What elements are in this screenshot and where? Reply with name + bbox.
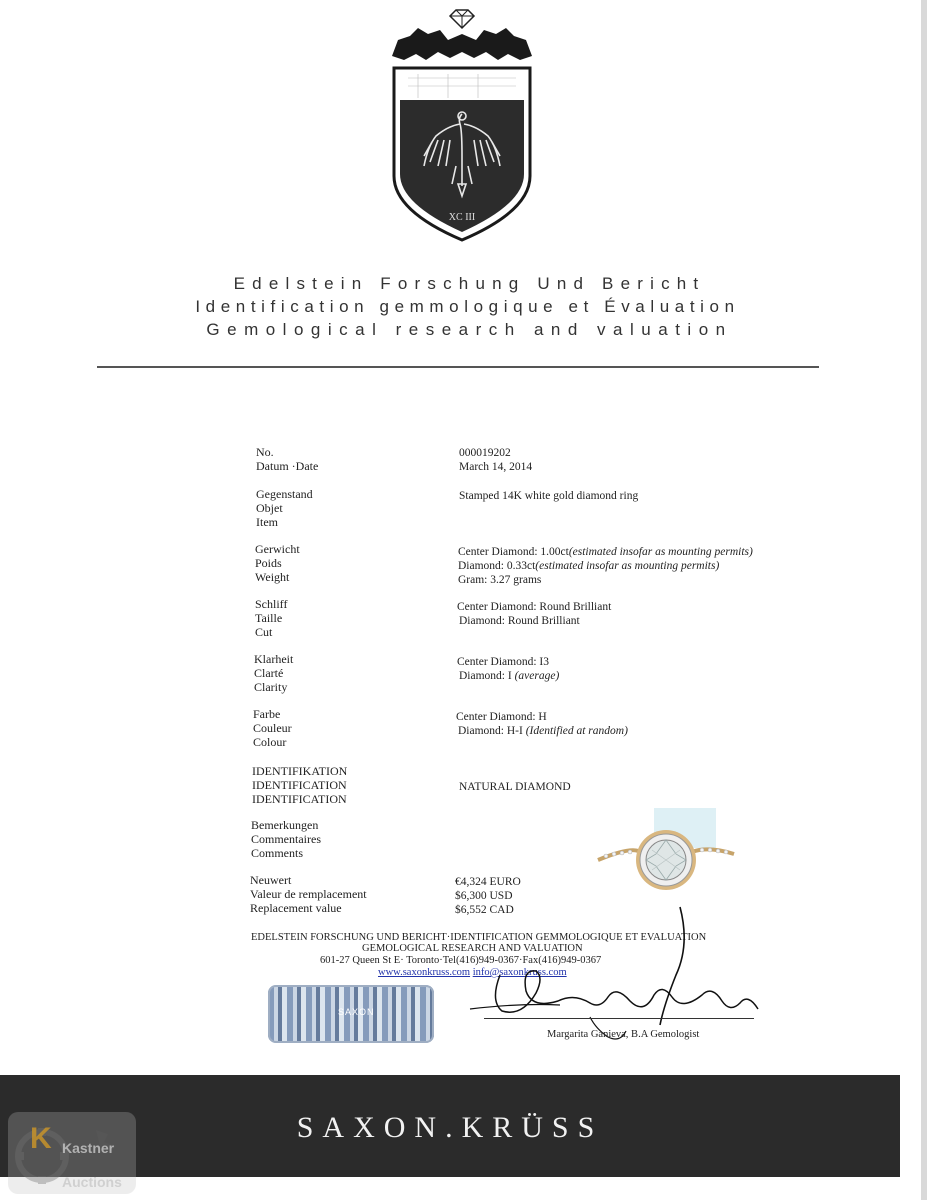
label-weight: Weight: [255, 570, 290, 584]
crest-numeral: XC III: [448, 212, 476, 223]
value-number: 000019202: [459, 447, 511, 459]
label-clarte: Clarté: [254, 666, 284, 680]
value-clarity-center: Center Diamond: I3: [457, 656, 549, 668]
website-link[interactable]: www.saxonkruss.com: [378, 967, 471, 978]
signature: [440, 905, 770, 1045]
value-colour-diamond-text: Diamond: H-I: [458, 725, 526, 737]
heading-english: Gemological research and valuation: [206, 320, 733, 339]
hologram-text: SAXON: [338, 1007, 375, 1017]
label-identifikation: IDENTIFIKATION: [252, 764, 348, 778]
label-cut: Cut: [255, 625, 273, 639]
value-weight-gram: Gram: 3.27 grams: [458, 574, 542, 586]
value-clarity-diamond-note: (average): [514, 670, 560, 682]
label-gegenstand: Gegenstand: [256, 487, 313, 501]
value-weight-diamond: [458, 559, 719, 573]
footer-line-2: GEMOLOGICAL RESEARCH AND VALUATION: [362, 943, 583, 954]
label-valeur: Valeur de remplacement: [250, 887, 367, 901]
crest-logo: [388, 6, 536, 246]
page-edge-shadow: [921, 0, 927, 1200]
header-divider: [97, 366, 819, 368]
value-clarity-diamond: [459, 669, 559, 683]
value-weight-diamond-note: (estimated insofar as mounting permits): [535, 560, 720, 572]
email-link[interactable]: info@saxonkruss.com: [472, 967, 567, 978]
label-taille: Taille: [255, 611, 283, 625]
heading-french: Identification gemmologique et Évaluation: [195, 297, 740, 316]
label-no: No.: [256, 445, 274, 459]
label-date: Datum ·Date: [256, 459, 319, 473]
ring-photo: [592, 806, 742, 902]
label-colour: Colour: [253, 735, 287, 749]
label-clarity: Clarity: [254, 680, 288, 694]
heading-german: Edelstein Forschung Und Bericht: [233, 274, 706, 293]
value-cad: $6,552 CAD: [455, 904, 514, 916]
label-item: Item: [256, 515, 278, 529]
value-colour-diamond: [458, 724, 628, 738]
value-weight-diamond-text: Diamond: 0.33ct: [458, 560, 536, 572]
brand-wordmark: SAXON.KRÜSS: [296, 1111, 604, 1144]
value-weight-center-text: Center Diamond: 1.00ct: [458, 546, 569, 558]
value-clarity-diamond-text: Diamond: I: [459, 670, 515, 682]
label-couleur: Couleur: [253, 721, 292, 735]
watermark-k: K: [30, 1122, 52, 1155]
value-item: Stamped 14K white gold diamond ring: [459, 490, 639, 502]
label-commentaires: Commentaires: [251, 832, 321, 846]
footer-line-1: EDELSTEIN FORSCHUNG UND BERICHT·IDENTIFICATION GEMMOLOGIQUE ET EVALUATION: [251, 932, 707, 943]
label-farbe: Farbe: [253, 707, 281, 721]
label-identification-en: IDENTIFICATION: [252, 792, 347, 806]
label-schliff: Schliff: [255, 597, 288, 611]
label-gerwicht: Gerwicht: [255, 542, 300, 556]
value-cut-center: Center Diamond: Round Brilliant: [457, 601, 612, 613]
signer-name: Margarita Ganieva, B.A Gemologist: [547, 1029, 700, 1040]
value-usd: $6,300 USD: [455, 890, 513, 902]
signature-line: [484, 1018, 754, 1019]
watermark-line-1: Kastner: [62, 1140, 115, 1156]
value-colour-diamond-note: (Identified at random): [525, 725, 628, 737]
value-cut-diamond: Diamond: Round Brilliant: [459, 615, 580, 627]
label-bemerkungen: Bemerkungen: [251, 818, 319, 832]
label-comments: Comments: [251, 846, 304, 860]
value-weight-center: [458, 545, 753, 559]
watermark-line-2: Auctions: [62, 1174, 122, 1190]
footer-address: 601-27 Queen St E· Toronto·Tel(416)949-0367·Fax(416)949-0367: [320, 955, 602, 966]
value-date: March 14, 2014: [459, 461, 533, 473]
value-colour-center: Center Diamond: H: [456, 711, 547, 723]
label-neuwert: Neuwert: [250, 873, 292, 887]
value-weight-center-note: (estimated insofar as mounting permits): [568, 546, 753, 558]
label-replacement-value: Replacement value: [250, 901, 342, 915]
label-objet: Objet: [256, 501, 283, 515]
value-identification: NATURAL DIAMOND: [459, 781, 571, 793]
label-identification-fr: IDENTIFICATION: [252, 778, 347, 792]
value-euro: €4,324 EURO: [455, 876, 521, 888]
hologram-seal: [268, 985, 434, 1043]
label-poids: Poids: [255, 556, 282, 570]
label-klarheit: Klarheit: [254, 652, 294, 666]
